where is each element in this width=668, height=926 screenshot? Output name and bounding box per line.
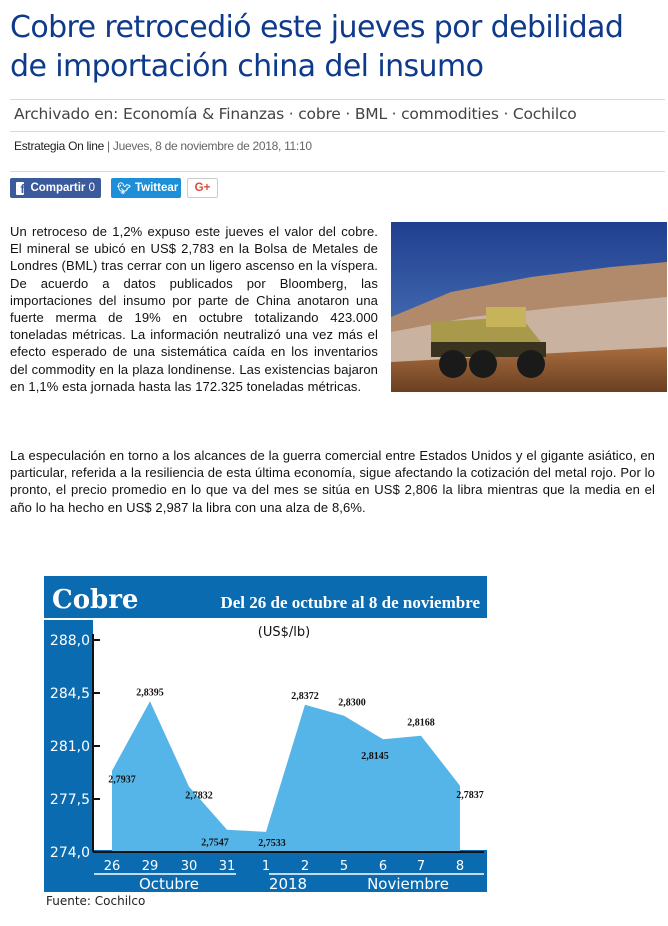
- tag-link[interactable]: commodities: [401, 105, 499, 123]
- x-tick-label: 31: [218, 859, 236, 874]
- data-label: 2,8168: [407, 717, 435, 729]
- tag-link[interactable]: Economía & Finanzas: [122, 105, 285, 123]
- x-tick-label: 29: [141, 859, 159, 874]
- y-unit-label: (US$/lb): [257, 625, 311, 640]
- x-tick-label: 2: [300, 859, 310, 874]
- y-tick-label: 284,5: [49, 686, 90, 702]
- data-label: 2,7533: [258, 837, 286, 849]
- chart-subtitle: Del 26 de octubre al 8 de noviembre: [220, 593, 480, 612]
- y-tick-label: 281,0: [49, 739, 90, 755]
- data-label: 2,8145: [361, 751, 389, 763]
- source-name: Estrategia On line: [14, 139, 104, 153]
- x-tick-label: 8: [455, 859, 465, 874]
- chart-source: Fuente: Cochilco: [46, 894, 146, 908]
- tags-label: Archivado en:: [14, 105, 119, 123]
- x-tick-label: 26: [103, 859, 121, 874]
- article-photo-mining-truck: [391, 222, 667, 392]
- share-count: 0: [88, 182, 95, 194]
- divider: [10, 131, 665, 132]
- google-plus-icon: G+: [194, 182, 211, 194]
- data-label: 2,7937: [108, 774, 136, 786]
- x-tick-label: 30: [180, 859, 198, 874]
- byline: Estrategia On line | Jueves, 8 de noviembre de 2018, 11:10: [14, 139, 312, 153]
- data-label: 2,8300: [338, 697, 366, 709]
- x-tick-label: 1: [261, 859, 271, 874]
- tag-link[interactable]: Cochilco: [512, 105, 577, 123]
- twitter-share-button[interactable]: [111, 178, 181, 198]
- chart-svg: [44, 576, 487, 892]
- data-label: 2,8372: [291, 690, 319, 702]
- divider: [10, 171, 665, 172]
- month-label: 2018: [268, 875, 308, 892]
- x-tick-label: 5: [339, 859, 349, 874]
- data-label: 2,8395: [136, 687, 164, 699]
- y-tick-label: 288,0: [49, 633, 90, 649]
- divider: [10, 99, 665, 100]
- y-tick-label: 277,5: [49, 792, 90, 808]
- data-label: 2,7837: [456, 789, 484, 801]
- tags-line: Archivado en: Economía & Finanzas · cobre · BML · commodities · Cochilco: [14, 105, 577, 123]
- facebook-icon: f: [16, 182, 24, 195]
- publish-date: Jueves, 8 de noviembre de 2018, 11:10: [112, 139, 312, 153]
- article-paragraph-2: La especulación en torno a los alcances de la guerra comercial entre Estados Unidos y el gigante asiático, en particular, referida a la resiliencia de esta última economía, sigue afectando la cotización del metal rojo. Por lo pronto, el precio promedio en lo que va del mes se sitúa en US$ 2,806 la libra mientras que la media en el año lo ha hecho en US$ 2,987 la libra con una alza de 8,6%.: [10, 448, 655, 515]
- copper-price-chart: [44, 576, 487, 892]
- facebook-share-button[interactable]: [10, 178, 101, 198]
- x-tick-label: 6: [378, 859, 388, 874]
- chart-title: Cobre: [52, 585, 139, 615]
- data-label: 2,7547: [201, 837, 229, 849]
- article-paragraph-1: Un retroceso de 1,2% expuso este jueves el valor del cobre. El mineral se ubicó en US$ 2,783 en la Bolsa de Metales de Londres (BML) tras cerrar con un ligero ascenso en la víspera. De acuerdo a datos publicados por Bloomberg, las importaciones del insumo por parte de China anotaron una fuerte merma de 19% en octubre totalizando 423.000 toneladas métricas. La información neutralizó una vez más el efecto esperado de una sistemática caída en los inventarios del commodity en la plaza londinense. Las existencias bajaron en 1,1% esta jornada hasta las 172.325 toneladas métricas.: [10, 224, 378, 394]
- x-tick-label: 7: [416, 859, 426, 874]
- month-label: Octubre: [138, 875, 200, 892]
- month-label: Noviembre: [367, 875, 449, 892]
- y-tick-label: 274,0: [49, 845, 90, 861]
- google-plus-share-button[interactable]: [187, 178, 218, 198]
- twitter-icon: 🐦︎: [117, 182, 131, 195]
- article-title: Cobre retrocedió este jueves por debilidad de importación china del insumo: [10, 10, 624, 84]
- twitter-share-label: Twittear: [134, 182, 179, 194]
- tag-link[interactable]: BML: [354, 105, 387, 123]
- data-label: 2,7832: [185, 790, 213, 802]
- facebook-share-label: Compartir: [30, 182, 86, 194]
- tag-link[interactable]: cobre: [298, 105, 341, 123]
